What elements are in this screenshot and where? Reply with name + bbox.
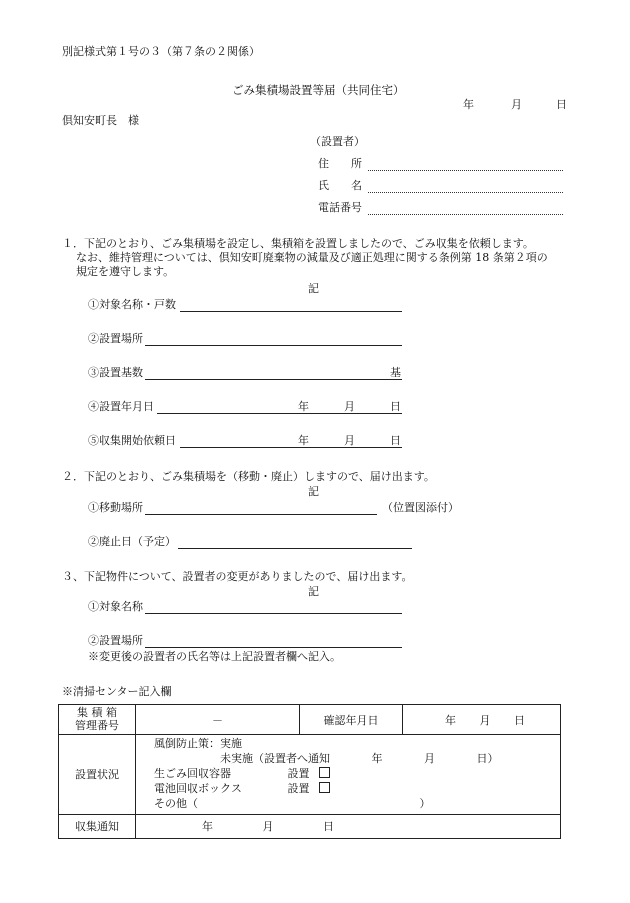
item-target-name-count: ①対象名称・戸数	[88, 298, 176, 311]
recipient: 倶知安町長 様	[62, 114, 139, 127]
section3-ki: 記	[308, 585, 319, 598]
install-location-field[interactable]	[145, 345, 402, 346]
battery-box-state: 設置	[287, 781, 310, 795]
collection-start-year: 年	[298, 434, 309, 447]
date-day-label: 日	[556, 98, 567, 111]
collection-notice-cell[interactable]	[136, 814, 561, 838]
phone-label: 電話番号	[318, 201, 362, 214]
collection-notice-year: 年	[202, 820, 213, 833]
section2-line1: ２．下記のとおり、ごみ集積場を（移動・廃止）しますので、届け出ます。	[62, 470, 435, 483]
target-name-field[interactable]	[145, 613, 402, 614]
address-field[interactable]	[368, 170, 563, 171]
section1-line3: 規定を遵守します。	[76, 265, 175, 278]
management-number-cell[interactable]	[136, 705, 300, 735]
move-location-field[interactable]	[145, 514, 377, 515]
section1-ki: 記	[308, 282, 319, 295]
battery-box-checkbox[interactable]	[319, 782, 330, 793]
move-location-note: （位置図添付）	[382, 501, 459, 514]
install-date-field[interactable]	[157, 413, 402, 414]
other-close: ）	[419, 796, 431, 810]
section1-line2: なお、維持管理については、倶知安町廃棄物の減量及び適正処理に関する条例第 18 条第２項の	[76, 251, 548, 264]
item-install-count: ③設置基数	[88, 366, 143, 379]
battery-box-label: 電池回収ボックス	[154, 781, 242, 795]
raw-garbage-label: 生ごみ回収容器	[154, 766, 231, 780]
notice-year: 年	[371, 752, 383, 766]
fall-prevention-label: 風倒防止策：実施	[154, 737, 242, 751]
collection-notice-month: 月	[262, 820, 274, 833]
name-label: 氏 名	[318, 179, 362, 192]
center-heading: ※清掃センター記入欄	[62, 685, 172, 698]
install-count-field[interactable]	[145, 379, 402, 380]
notice-month: 月	[424, 752, 435, 766]
install-status-cell	[136, 735, 561, 814]
item-location: ②設置場所	[88, 634, 143, 647]
battery-box-line	[154, 782, 556, 797]
confirm-month: 月	[479, 713, 491, 727]
fall-prevention-not: 未実施（設置者へ通知	[220, 752, 330, 766]
item-abolish-date: ②廃止日（予定）	[88, 535, 176, 548]
phone-field[interactable]	[368, 214, 563, 215]
item-move-location: ①移動場所	[88, 501, 143, 514]
collection-notice-day: 日	[323, 820, 334, 833]
item-install-location: ②設置場所	[88, 332, 143, 345]
location-field[interactable]	[145, 647, 402, 648]
other-label: その他（	[154, 796, 198, 810]
item-collection-start-date: ⑤収集開始依頼日	[88, 434, 176, 447]
confirm-year: 年	[445, 713, 456, 727]
name-field[interactable]	[368, 192, 563, 193]
confirm-date-cell[interactable]	[403, 705, 561, 735]
section1-line1: １．下記のとおり、ごみ集積場を設定し、集積箱を設置しましたので、ごみ収集を依頼します。	[62, 237, 534, 250]
collection-notice-label: 収集通知	[59, 814, 136, 838]
raw-garbage-line	[154, 767, 556, 782]
address-label: 住 所	[318, 157, 362, 170]
management-number-label: 集 積 箱 管理番号	[59, 705, 136, 735]
section2-ki: 記	[308, 485, 319, 498]
date-year-label: 年	[463, 98, 474, 111]
raw-garbage-checkbox[interactable]	[319, 767, 330, 778]
collection-start-day: 日	[390, 434, 401, 447]
install-status-label: 設置状況	[59, 735, 136, 814]
install-date-day: 日	[390, 400, 401, 413]
install-count-unit: 基	[390, 366, 401, 379]
section3-note: ※変更後の設置者の氏名等は上記設置者欄へ記入。	[88, 650, 341, 663]
section3-line1: ３、下記物件について、設置者の変更がありましたので、届け出ます。	[62, 570, 413, 583]
collection-start-date-field[interactable]	[180, 447, 402, 448]
abolish-date-field[interactable]	[178, 548, 412, 549]
form-title: ごみ集積場設置等届（共同住宅）	[232, 83, 405, 97]
confirm-day: 日	[514, 713, 525, 727]
applicant-heading: （設置者）	[310, 135, 365, 148]
collection-start-month: 月	[344, 434, 355, 447]
management-number-dash: －	[212, 713, 223, 727]
center-table	[58, 704, 561, 839]
notice-day: 日）	[476, 752, 499, 766]
other-line	[154, 797, 556, 812]
date-month-label: 月	[511, 98, 522, 111]
fall-prevention-line	[154, 737, 556, 752]
install-date-year: 年	[298, 400, 309, 413]
install-date-month: 月	[344, 400, 355, 413]
target-name-count-field[interactable]	[180, 311, 402, 312]
fall-prevention-not-line	[154, 752, 556, 767]
confirm-date-label: 確認年月日	[300, 705, 403, 735]
item-target-name: ①対象名称	[88, 600, 143, 613]
item-install-date: ④設置年月日	[88, 400, 154, 413]
raw-garbage-state: 設置	[287, 766, 310, 780]
form-number: 別記様式第１号の３（第７条の２関係）	[62, 45, 260, 58]
